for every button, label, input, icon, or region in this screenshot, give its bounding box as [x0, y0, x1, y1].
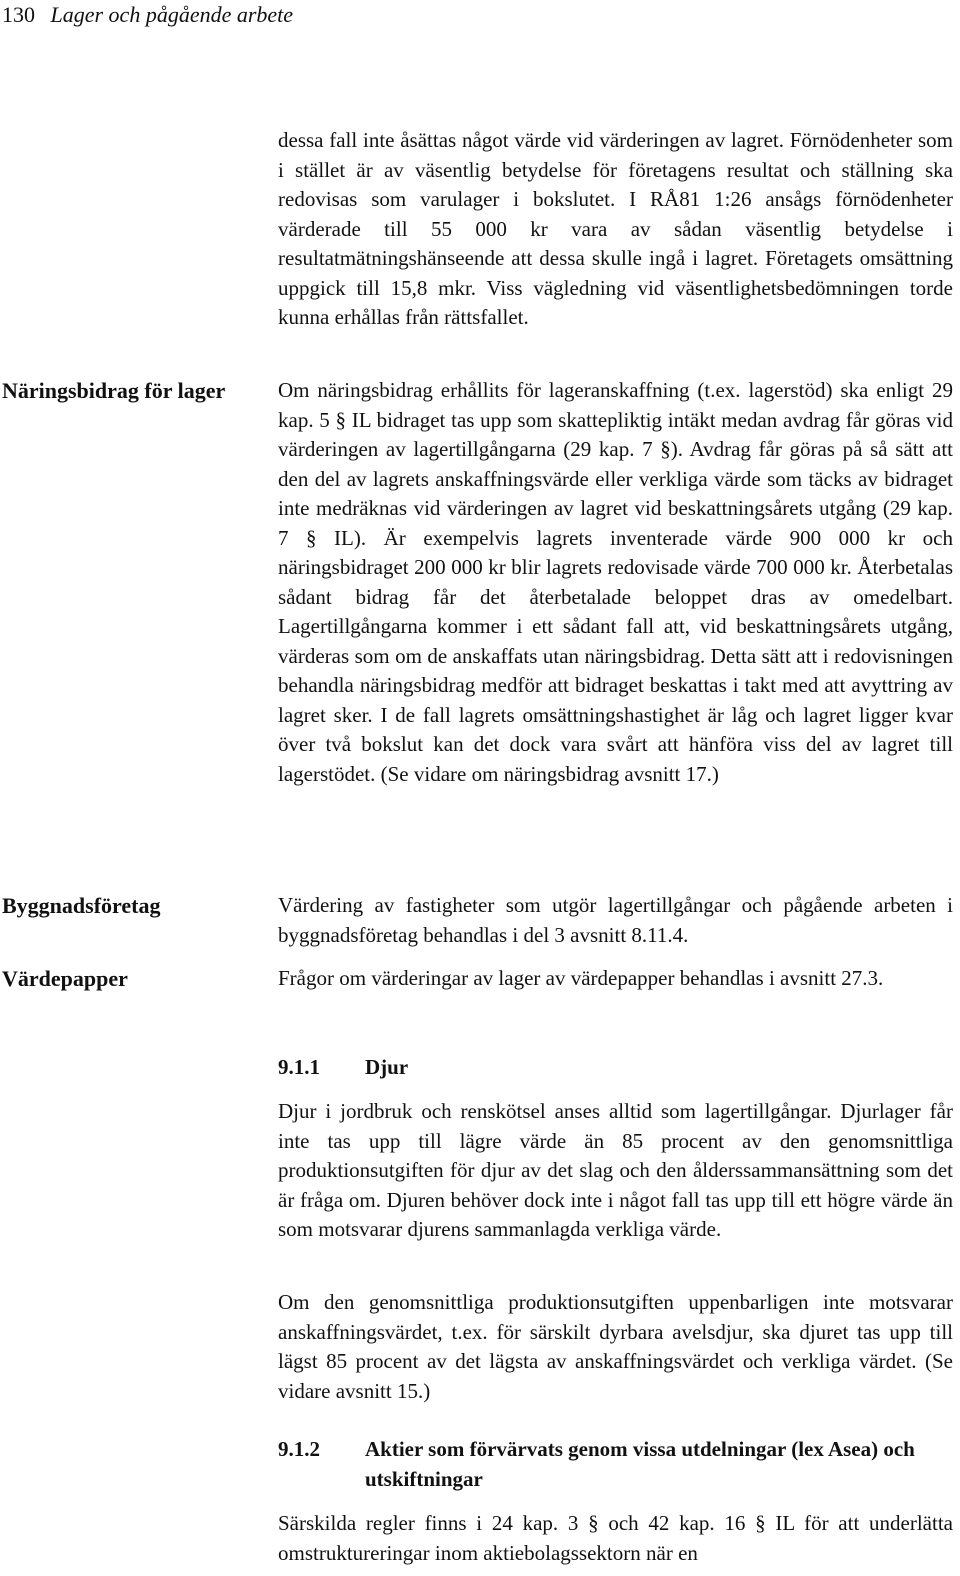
margin-note-byggnadsforetag: Byggnadsföretag: [2, 893, 161, 918]
running-title: Lager och pågående arbete: [50, 2, 294, 27]
paragraph-produktionsutgift: Om den genomsnittliga produktionsutgiften uppenbarligen inte motsvarar anskaffningsvärdet, t.ex. för särskilt dyrbara avelsdjur, ska djuret tas upp till lägst 85 procent av det lägsta av anskaffningsvärdet och verkliga värdet. (Se vidare avsnitt 15.): [278, 1290, 953, 1403]
paragraph-naringsbidrag: Om näringsbidrag erhållits för lageranskaffning (t.ex. lagerstöd) ska enligt 29 kap. 5 § IL bidraget tas upp som skattepliktig intäkt medan avdrag får göras vid värderingen av lagertillgångarna (29 kap. 7 §). Avdrag får göras på så sätt att den del av lagrets anskaffningsvärde eller verkliga värde som täcks av bidraget inte medräknas vid värderingen av lagret vid beskattningsårets utgång (29 kap. 7 § IL). Är exempelvis lagrets inventerade värde 900 000 kr och näringsbidraget 200 000 kr blir lagrets redovisade värde 700 000 kr. Återbetalas sådant bidrag får det återbetalade beloppet dras av omedelbart. Lagertillgångarna kommer i ett sådant fall att, vid beskattningsårets utgång, värderas som om de anskaffats utan näringsbidrag. Detta sätt att i redovisningen behandla näringsbidrag medför att bidraget beskattas i takt med att avyttring av lagret sker. I de fall lagrets omsättningshastighet är låg och lagret ligger kvar över två bokslut kan det dock vara svårt att hänföra viss del av lagret till lagerstödet. (Se vidare om näringsbidrag avsnitt 17.): [278, 378, 953, 786]
section-heading-9-1-1: [278, 1053, 953, 1083]
paragraph-djur: Djur i jordbruk och renskötsel anses alltid som lagertillgångar. Djurlager får inte tas upp till lägre värde än 85 procent av den genomsnittliga produktionsutgiften för djur av det slag och den ålderssammansättning som det är fråga om. Djuren behöver dock inte i något fall tas upp till ett högre värde än som motsvarar djurens sammanlagda verkliga värde.: [278, 1099, 953, 1241]
section-title: Aktier som förvärvats genom vissa utdelningar (lex Asea) och utskiftningar: [365, 1437, 915, 1491]
page-number: 130: [2, 2, 35, 27]
paragraph-vardepapper: Frågor om värderingar av lager av värdepapper behandlas i avsnitt 27.3.: [278, 966, 884, 990]
section-heading-9-1-2: [278, 1435, 953, 1494]
margin-note-vardepapper: Värdepapper: [2, 966, 128, 991]
page-header: [2, 0, 293, 30]
section-title: Djur: [365, 1055, 409, 1079]
section-number: 9.1.1: [278, 1055, 320, 1079]
margin-note-naringsbidrag: Näringsbidrag för lager: [2, 378, 226, 403]
section-number: 9.1.2: [278, 1437, 320, 1461]
paragraph-sarskilda-regler: Särskilda regler finns i 24 kap. 3 § och 42 kap. 16 § IL för att underlätta omstruktureringar inom aktiebolagssektorn när en: [278, 1511, 953, 1565]
paragraph-byggnadsforetag: Värdering av fastigheter som utgör lagertillgångar och pågående arbeten i byggnadsföretag behandlas i del 3 avsnitt 8.11.4.: [278, 893, 953, 947]
paragraph-fornodenheter: dessa fall inte åsättas något värde vid värderingen av lagret. Förnödenheter som i stället är av väsentlig betydelse för företagens resultat och ställning ska redovisas som varulager i bokslutet. I RÅ81 1:26 ansågs förnödenheter värderade till 55 000 kr vara av sådan väsentlig betydelse i resultatmätningshänseende att dessa skulle ingå i lagret. Företagets omsättning uppgick till 15,8 mkr. Viss vägledning vid väsentlighetsbedömningen torde kunna erhållas från rättsfallet.: [278, 128, 953, 329]
